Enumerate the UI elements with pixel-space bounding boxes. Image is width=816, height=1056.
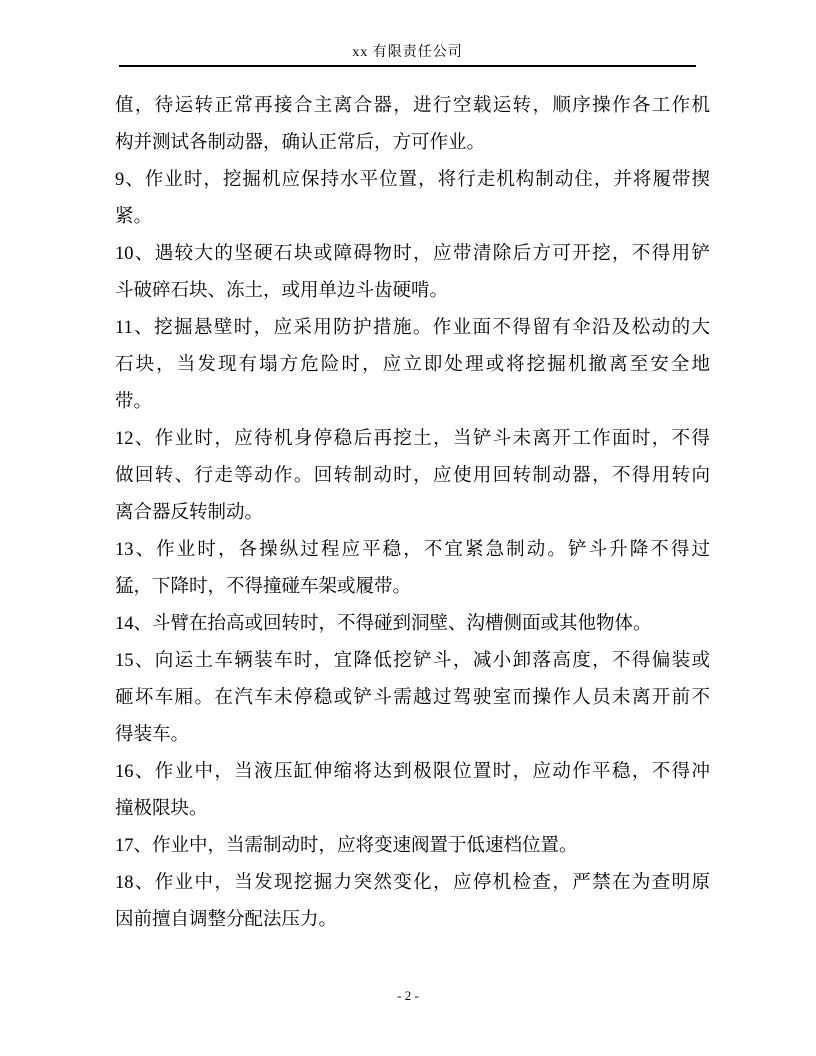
body-line: 做回转、行走等动作。回转制动时，应使用回转制动器，不得用转向	[115, 466, 710, 486]
body-line: 石块，当发现有塌方危险时，应立即处理或将挖掘机撤离至安全地	[115, 355, 710, 375]
page-footer	[0, 988, 816, 1004]
body-line: 紧。	[115, 207, 153, 227]
body-line: 得装车。	[115, 725, 190, 745]
body-line: 带。	[115, 392, 153, 412]
body-line: 斗破碎石块、冻土，或用单边斗齿硬啃。	[115, 281, 449, 301]
body-line: 13、作业时，各操纵过程应平稳，不宜紧急制动。铲斗升降不得过	[115, 540, 710, 560]
document-body	[115, 88, 710, 939]
body-line: 因前擅自调整分配法压力。	[115, 910, 338, 930]
body-line: 砸坏车厢。在汽车未停稳或铲斗需越过驾驶室而操作人员未离开前不	[115, 688, 710, 708]
body-line: 18、作业中，当发现挖掘力突然变化，应停机检查，严禁在为查明原	[115, 873, 710, 893]
page-header	[119, 44, 696, 67]
header-company-name: xx 有限责任公司	[352, 45, 463, 60]
page-number: - 2 -	[397, 988, 419, 1003]
body-line: 15、向运土车辆装车时，宜降低挖铲斗，减小卸落高度，不得偏装或	[115, 651, 710, 671]
body-line: 10、遇较大的坚硬石块或障碍物时，应带清除后方可开挖，不得用铲	[115, 244, 710, 264]
body-line: 离合器反转制动。	[115, 503, 264, 523]
body-line: 11、挖掘悬壁时，应采用防护措施。作业面不得留有伞沿及松动的大	[115, 318, 710, 338]
body-line: 值，待运转正常再接合主离合器，进行空载运转，顺序操作各工作机	[115, 96, 710, 116]
body-line: 14、斗臂在抬高或回转时，不得碰到洞壁、沟槽侧面或其他物体。	[115, 614, 652, 634]
body-line: 撞极限块。	[115, 799, 208, 819]
body-line: 构并测试各制动器，确认正常后，方可作业。	[115, 133, 486, 153]
body-line: 17、作业中，当需制动时，应将变速阀置于低速档位置。	[115, 836, 578, 856]
body-line: 9、作业时，挖掘机应保持水平位置，将行走机构制动住，并将履带揳	[115, 170, 710, 190]
body-line: 16、作业中，当液压缸伸缩将达到极限位置时，应动作平稳，不得冲	[115, 762, 710, 782]
body-line: 12、作业时，应待机身停稳后再挖土，当铲斗未离开工作面时，不得	[115, 429, 710, 449]
body-line: 猛，下降时，不得撞碰车架或履带。	[115, 577, 412, 597]
